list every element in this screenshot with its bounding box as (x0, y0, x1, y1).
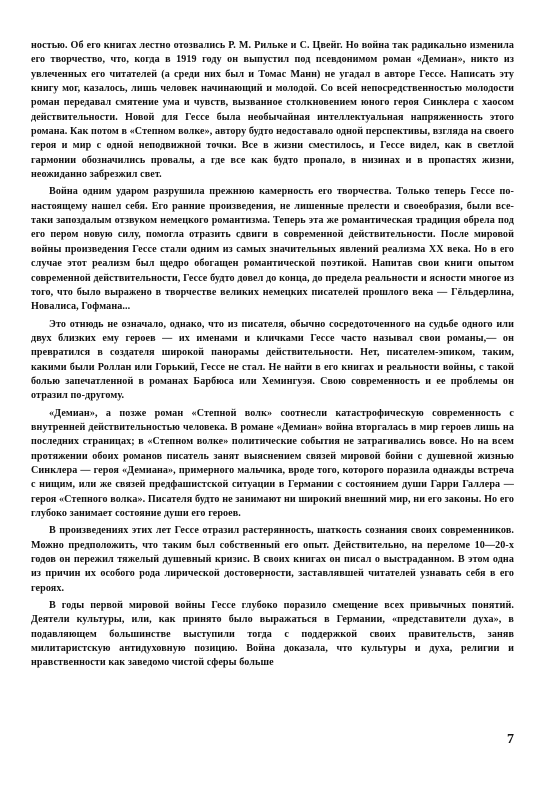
body-text (31, 39, 514, 674)
paragraph-4: «Демиан», а позже роман «Степной волк» соотнесли катастрофическую современность с внутренней действительностью человека. В романе «Демиан» война вторгалась в мир героев лишь на последних страницах; в «Степном волке» политические события не затрагивались вовсе. Но на всем протяжении обоих романов писатель занят выяснением связей мировой бойни с душевной жизнью Синклера — героя «Демиана», примерного мальчика, вроде того, которого поразила однажды встреча с нищим, или же связей предфашистской ситуации в Германии с состоянием души Гарри Галлера — героя «Степного волка». Писателя будто не занимают ни широкий внешний мир, ни его законы. Но его глубоко занимает состояние души его героев. (31, 407, 514, 519)
paragraph-3: Это отнюдь не означало, однако, что из писателя, обычно сосредоточенного на судьбе одного или двух близких ему героев — их именами и кличками Гессе часто называл свои романы,— он превратился в создателя широкой панорамы действительности. Нет, писателем-эпиком, таким, какими были Роллан или Горький, Гессе не стал. Не найти в его книгах и реальности войны, с такой болью запечатленной в романах Барбюса или Хемингуэя. Свою современность и ее проблемы он отразил по-другому. (31, 318, 514, 402)
paragraph-1: ностью. Об его книгах лестно отозвались Р. М. Рильке и С. Цвейг. Но война так радикально изменила его творчество, что, когда в 1919 году он выпустил под псевдонимом роман «Демиан», никто из увлеченных его читателей (а среди них был и Томас Манн) не угадал в авторе Гессе. Написать эту книгу мог, казалось, лишь человек начинающий и молодой. Со всей непосредственностью молодости роман передавал смятение ума и чувств, вызванное столкновением юного героя Синклера с хаосом действительности. Новой для Гессе была необычайная интеллектуальная напряженность этого романа. Как потом в «Степном волке», автору будто недоставало одной перспективы, взгляда на своего героя и мир с одной неподвижной точки. Все в жизни сместилось, и Гессе видел, как в светлой гармонии обозначились провалы, а где все как будто пропало, в низинах и в пропастях жизни, неожиданно забрезжил свет. (31, 40, 514, 181)
paragraph-5: В произведениях этих лет Гессе отразил растерянность, шаткость сознания своих современников. Можно предположить, что таким был собственный его опыт. Действительно, на переломе 10—20-х годов он пережил тяжелый душевный кризис. В своих книгах он писал о выстраданном. В этом одна из причин их особого рода лирической достоверности, заставлявшей читателей узнавать себя в его героях. (31, 525, 514, 594)
paragraph-2: Война одним ударом разрушила прежнюю камерность его творчества. Только теперь Гессе по-настоящему нашел себя. Его ранние произведения, не лишенные прелести и своеобразия, были все-таки запоздалым отзвуком немецкого романтизма. Теперь эта же романтическая традиция обрела под его пером новую силу, помогла отразить сдвиги в современной действительности. После мировой войны произведения Гессе стали одним из самых значительных явлений реализма XX века. Но в его случае этот реализм был щедро обогащен романтической поэтикой. Напитав свои книги опытом современной действительности, Гессе будто довел до конца, до предела реальности и ясности многое из того, что было выражено в творчестве великих немецких писателей прошлого века — Гёльдерлина, Новалиса, Гофмана... (31, 186, 514, 313)
paragraph-6: В годы первой мировой войны Гессе глубоко поразило смещение всех привычных понятий. Деятели культуры, или, как принято было выражаться в Германии, «представители духа», в подавляющем большинстве выступили тогда с поддержкой своих правительств, заняв милитаристскую антидуховную позицию. Война доказала, что культуры и духа, религии и нравственности как заведомо чистой сферы больше (31, 600, 514, 669)
page-number: 7 (507, 732, 514, 747)
